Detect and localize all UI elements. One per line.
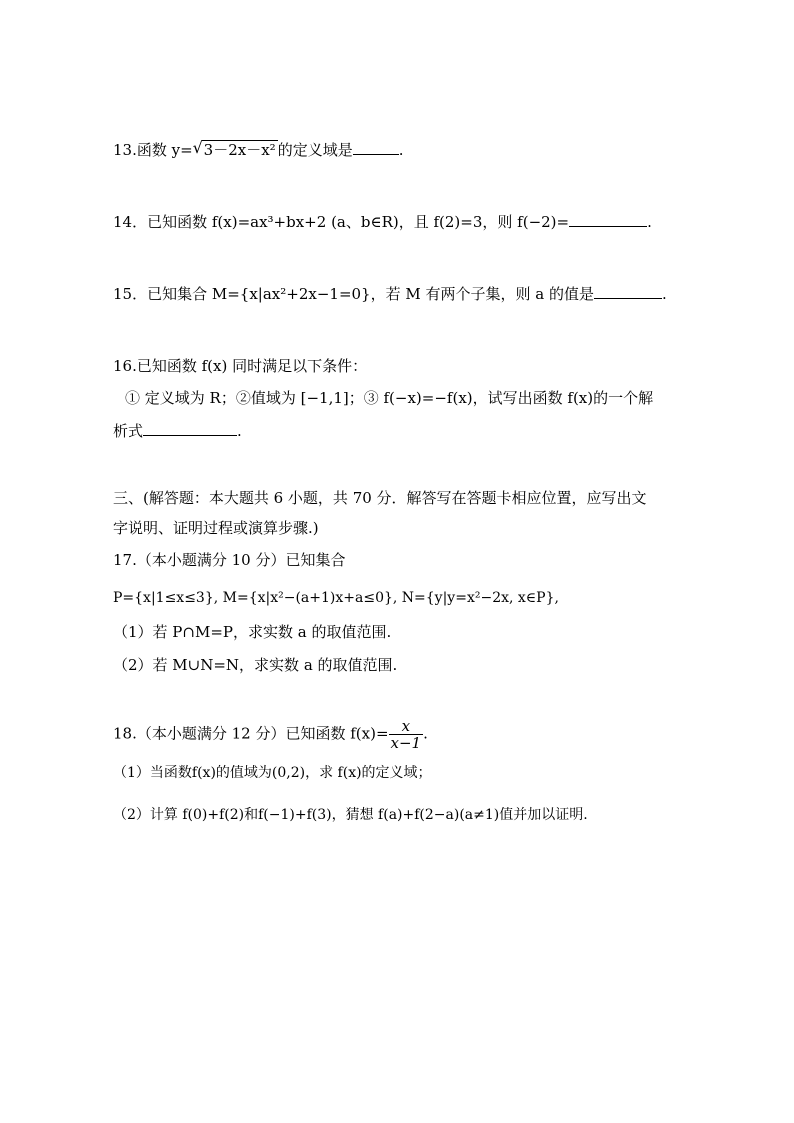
- sqrt-icon: √: [192, 138, 203, 157]
- q15-answer-blank[interactable]: [594, 284, 662, 299]
- q18-title-end: .: [423, 724, 428, 743]
- question-14: [113, 212, 652, 232]
- question-17-part-1: （1）若 P∩M=P，求实数 a 的取值范围.: [113, 623, 392, 641]
- q13-end: .: [398, 141, 404, 159]
- q16-end: .: [237, 422, 242, 440]
- q13-radical: [193, 140, 278, 160]
- q15-text: 15．已知集合 M={x|ax²+2x−1=0}，若 M 有两个子集，则 a 的值是: [113, 285, 594, 303]
- question-16-line-1: 16.已知函数 f(x) 同时满足以下条件：: [113, 357, 368, 375]
- question-16-line-2: ① 定义域为 R；②值域为 [−1,1]；③ f(−x)=−f(x)，试写出函数 f(x)的一个解: [125, 389, 654, 407]
- question-17-sets: P={x|1≤x≤3}, M={x|x²−(a+1)x+a≤0}, N={y|y=x²−2x, x∈P},: [113, 590, 559, 606]
- q13-answer-blank[interactable]: [353, 140, 399, 155]
- question-16-line-3: [113, 421, 242, 441]
- question-17-part-2: （2）若 M∪N=N，求实数 a 的取值范围.: [113, 656, 398, 674]
- q13-radicand: 3－2x－x²: [203, 141, 276, 159]
- q16-line3-prefix: 析式: [113, 422, 144, 440]
- q13-prefix: 13.函数 y=: [113, 141, 193, 159]
- q18-title: 18.（本小题满分 12 分）已知函数 f(x)=: [113, 724, 389, 743]
- question-13: [113, 140, 404, 160]
- q14-answer-blank[interactable]: [569, 212, 647, 227]
- q14-text: 14．已知函数 f(x)=ax³+bx+2 (a、b∈R)，且 f(2)=3，则 f(−2)=: [113, 213, 570, 231]
- q16-answer-blank[interactable]: [143, 421, 237, 436]
- question-15: [113, 284, 667, 304]
- q15-end: .: [661, 285, 667, 303]
- question-18-part-1: （1）当函数f(x)的值域为(0,2)，求 f(x)的定义域；: [113, 765, 432, 781]
- q13-suffix: 的定义域是: [277, 141, 353, 159]
- q14-end: .: [647, 213, 652, 231]
- question-18-part-2: （2）计算 f(0)+f(2)和f(−1)+f(3)，猜想 f(a)+f(2−a)(a≠1)值并加以证明.: [113, 807, 588, 823]
- q18-fraction-denominator: x−1: [390, 734, 422, 752]
- question-18-title: [113, 718, 428, 751]
- section-3-line-2: 字说明、证明过程或演算步骤.): [113, 519, 319, 537]
- q18-fraction-numerator: x: [401, 717, 411, 735]
- q18-fraction: [389, 718, 424, 751]
- question-17-title: 17.（本小题满分 10 分）已知集合: [113, 551, 346, 569]
- section-3-line-1: 三、(解答题：本大题共 6 小题，共 70 分．解答写在答题卡相应位置，应写出文: [113, 489, 647, 507]
